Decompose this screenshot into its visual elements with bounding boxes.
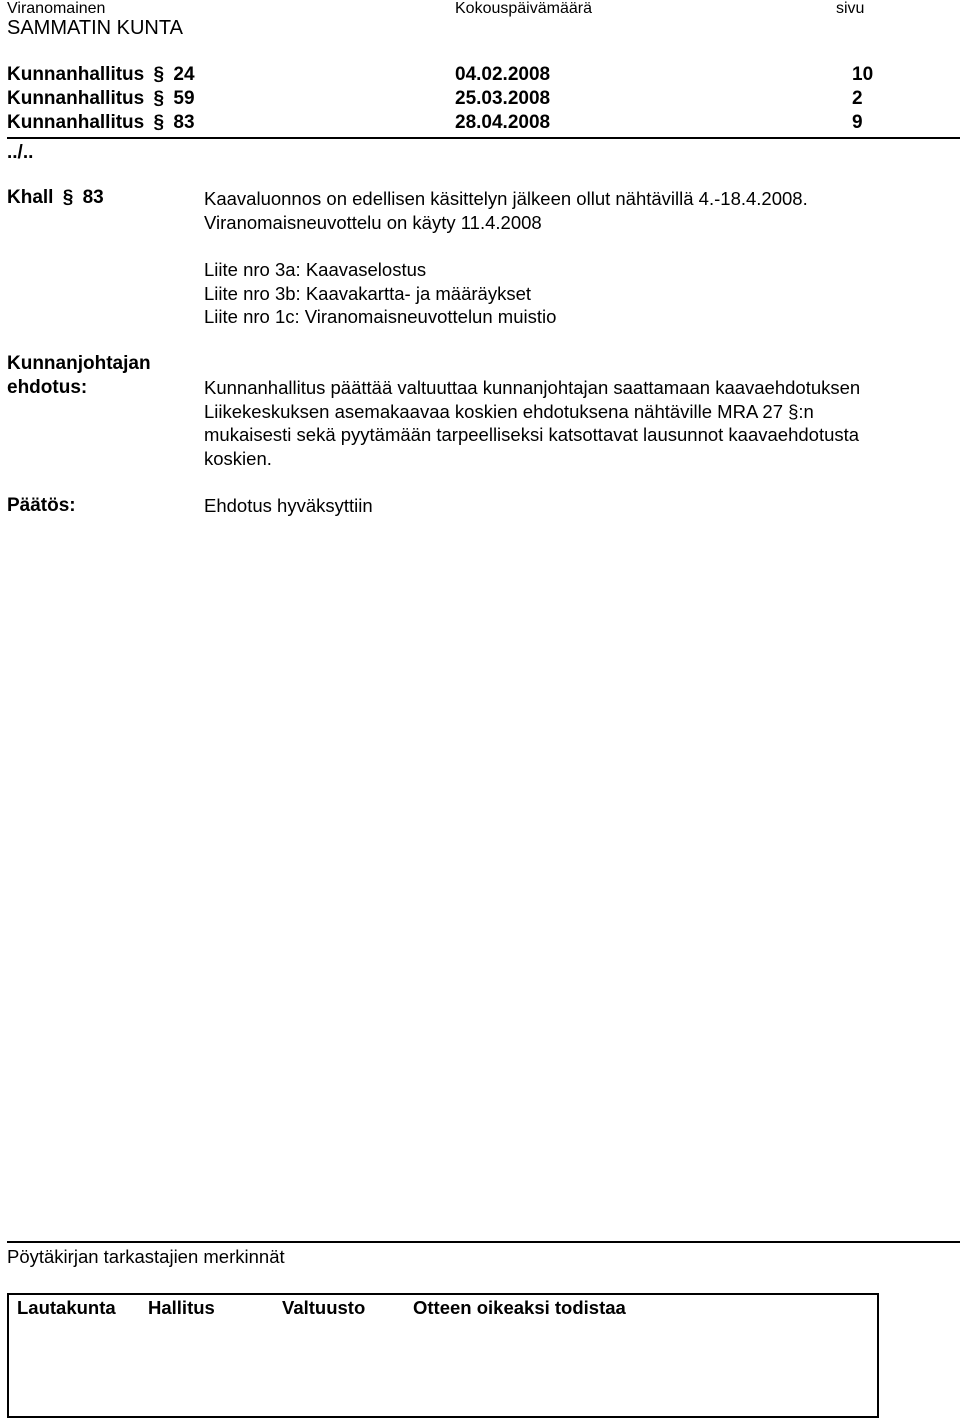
proposal-line-part: Liikekeskuksen asemakaavaa koskien ehdotuksena nähtäville MRA 27 [204, 400, 789, 422]
attachment-item: Liite nro 1c: Viranomaisneuvottelun muistio [204, 306, 557, 327]
meeting-body: Kunnanhallitus [7, 64, 145, 85]
khall-number: 83 [82, 187, 104, 208]
proposal-label [7, 352, 151, 400]
date-label: Kokouspäivämäärä [455, 0, 592, 17]
organization-name: SAMMATIN KUNTA [7, 17, 183, 39]
footer-title: Pöytäkirjan tarkastajien merkinnät [7, 1246, 285, 1267]
decision-label: Päätös: [7, 495, 76, 516]
meeting-row-body [7, 112, 195, 134]
meeting-body: Kunnanhallitus [7, 88, 145, 109]
section-sign: § [788, 400, 799, 422]
meeting-row-body [7, 88, 195, 110]
signature-cell [405, 1319, 878, 1417]
continuation-mark: ../.. [7, 142, 34, 163]
col-otteen-oikeaksi: Otteen oikeaksi todistaa [413, 1297, 626, 1318]
meeting-page: 10 [852, 64, 874, 85]
col-hallitus: Hallitus [148, 1297, 215, 1318]
signature-cell [8, 1319, 140, 1417]
khall-text-line: Kaavaluonnos on edellisen käsittelyn jälkeen ollut nähtävillä 4.-18.4.2008. [204, 188, 808, 209]
proposal-line-part: :n [798, 400, 814, 422]
meeting-date: 25.03.2008 [455, 88, 551, 109]
section-sign: § [62, 187, 74, 208]
proposal-line: mukaisesti sekä pyytämään tarpeelliseksi katsottavat lausunnot kaavaehdotusta [204, 424, 860, 445]
col-valtuusto: Valtuusto [282, 1297, 366, 1318]
proposal-line [204, 400, 860, 424]
section-sign: § [153, 88, 165, 109]
proposal-label-line: ehdotus: [7, 377, 88, 398]
meeting-number: 59 [173, 88, 195, 109]
proposal-text [204, 376, 860, 470]
section-sign: § [153, 112, 165, 133]
proposal-line: koskien. [204, 447, 272, 469]
section-sign: § [153, 64, 165, 85]
khall-text [204, 187, 808, 234]
khall-heading [7, 187, 104, 209]
header-divider [7, 137, 960, 139]
meeting-row-body [7, 64, 195, 86]
proposal-label-line: Kunnanjohtajan [7, 353, 151, 374]
decision-text: Ehdotus hyväksyttiin [204, 495, 373, 516]
col-lautakunta: Lautakunta [17, 1297, 116, 1318]
meeting-page: 9 [852, 112, 863, 133]
signature-header-row [8, 1294, 878, 1319]
meeting-date: 04.02.2008 [455, 64, 551, 85]
meeting-page: 2 [852, 88, 863, 109]
signature-cell [274, 1319, 405, 1417]
meeting-body: Kunnanhallitus [7, 112, 145, 133]
meeting-date: 28.04.2008 [455, 112, 551, 133]
footer-divider [7, 1241, 960, 1243]
meeting-number: 83 [173, 112, 195, 133]
signature-cell [140, 1319, 274, 1417]
attachment-item: Liite nro 3b: Kaavakartta- ja määräykset [204, 282, 531, 304]
page-label: sivu [836, 0, 865, 17]
meeting-number: 24 [173, 64, 195, 85]
signature-table [7, 1293, 879, 1418]
khall-text-line: Viranomaisneuvottelu on käyty 11.4.2008 [204, 211, 542, 233]
authority-label: Viranomainen [7, 0, 106, 17]
signature-row [8, 1319, 878, 1417]
proposal-line: Kunnanhallitus päättää valtuuttaa kunnanjohtajan saattamaan kaavaehdotuksen [204, 377, 861, 398]
khall-label: Khall [7, 187, 54, 208]
attachment-list [204, 258, 556, 329]
attachment-item: Liite nro 3a: Kaavaselostus [204, 259, 427, 280]
